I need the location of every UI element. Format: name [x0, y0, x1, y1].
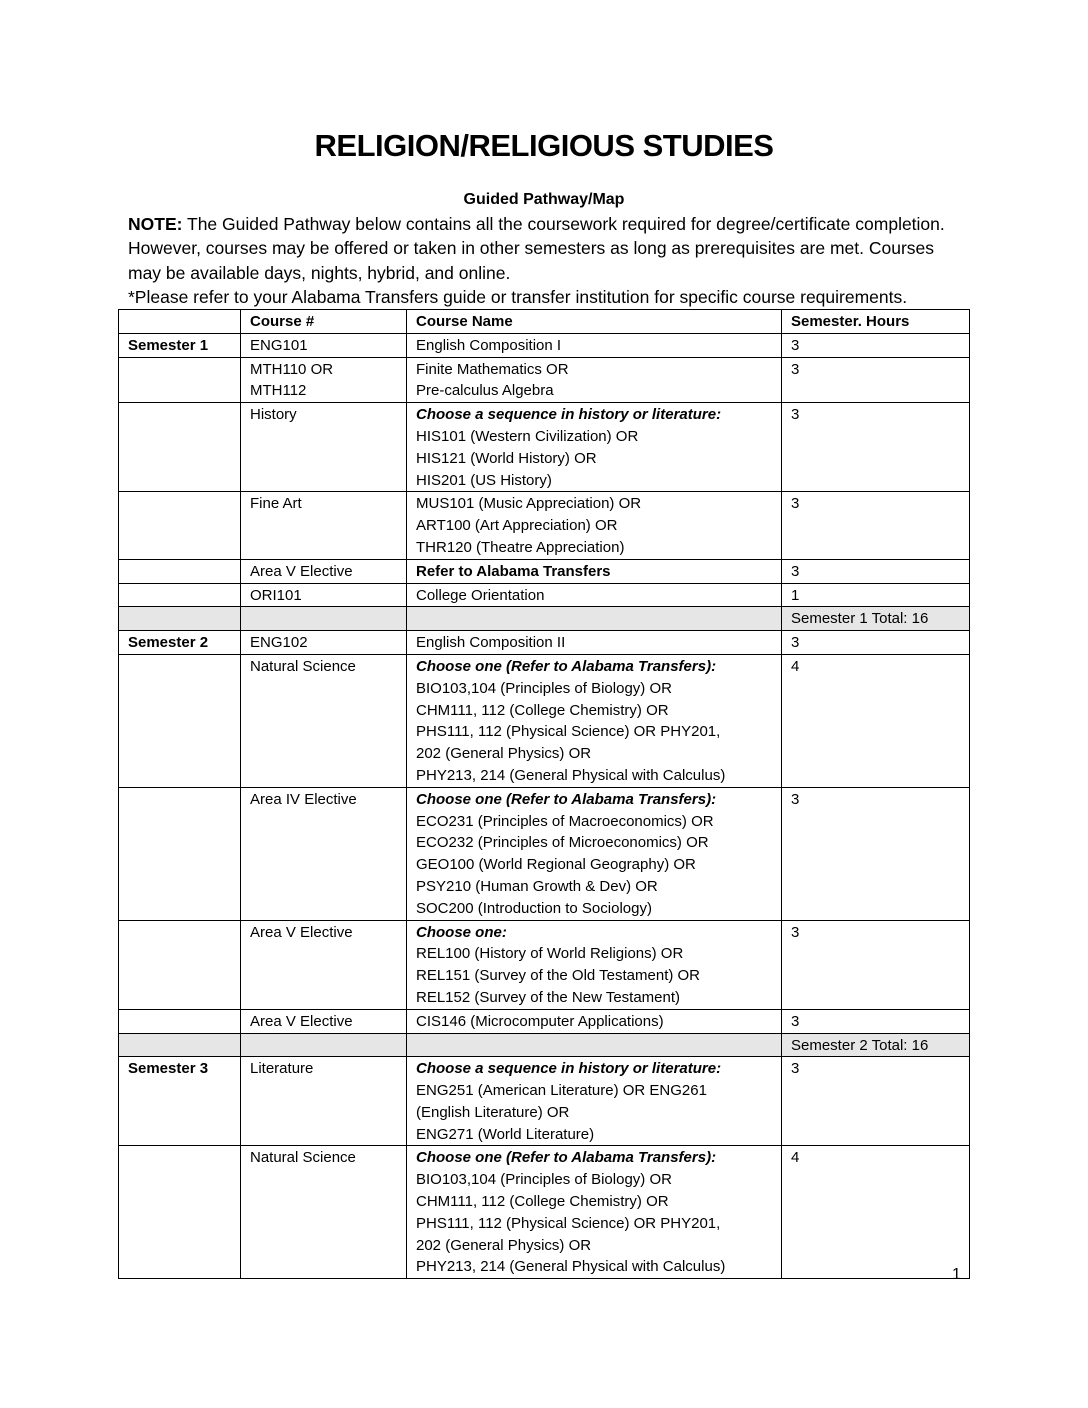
semester-cell: [119, 1009, 241, 1033]
semester-hours-cell: 3: [782, 631, 970, 655]
course-choice-instruction: Choose one (Refer to Alabama Transfers):: [416, 790, 717, 808]
course-number-cell: [241, 559, 407, 583]
course-number: Literature: [250, 1060, 314, 1078]
course-name: PHY213, 214 (General Physical with Calculus): [416, 1258, 726, 1276]
course-name: HIS121 (World History) OR: [416, 449, 597, 467]
course-name: 202 (General Physics) OR: [416, 745, 592, 763]
page-subtitle: Guided Pathway/Map: [463, 191, 625, 208]
course-number: ORI101: [250, 586, 302, 604]
course-choice-instruction: Choose one:: [416, 923, 507, 941]
course-name: PHY213, 214 (General Physical with Calculus): [416, 766, 726, 784]
semester-cell: [119, 787, 241, 920]
semester-cell: [119, 492, 241, 559]
table-row: [119, 492, 970, 559]
course-name: REL152 (Survey of the New Testament): [416, 988, 681, 1006]
course-name: BIO103,104 (Principles of Biology) OR: [416, 1171, 672, 1189]
semester-total-row: [119, 607, 970, 631]
course-number-cell: [241, 357, 407, 403]
course-name-cell: [407, 1057, 782, 1146]
course-name: CHM111, 112 (College Chemistry) OR: [416, 1193, 669, 1211]
semester-cell: Semester 2: [119, 631, 241, 655]
course-name: PHS111, 112 (Physical Science) OR PHY201,: [416, 1214, 721, 1232]
semester-hours-cell: 3: [782, 403, 970, 492]
course-name: English Composition I: [416, 336, 562, 354]
course-number: ENG102: [250, 634, 308, 652]
pathway-table: [118, 309, 970, 1279]
semester-cell: [119, 654, 241, 787]
table-header-row: [119, 310, 970, 334]
course-name: SOC200 (Introduction to Sociology): [416, 899, 652, 917]
course-name-cell: [407, 492, 782, 559]
table-row: [119, 1057, 970, 1146]
course-name: English Composition II: [416, 634, 566, 652]
semester-hours-cell: 4: [782, 1146, 970, 1279]
table-row: [119, 403, 970, 492]
course-name: THR120 (Theatre Appreciation): [416, 538, 625, 556]
total-empty-cell: [241, 1033, 407, 1057]
course-name-cell: [407, 920, 782, 1009]
course-number: Natural Science: [250, 1149, 356, 1167]
course-name: HIS201 (US History): [416, 471, 552, 489]
course-name: REL100 (History of World Religions) OR: [416, 945, 684, 963]
semester-cell: Semester 1: [119, 333, 241, 357]
course-number-cell: [241, 1146, 407, 1279]
course-name: PSY210 (Human Growth & Dev) OR: [416, 877, 658, 895]
table-row: [119, 654, 970, 787]
semester-hours-cell: 3: [782, 357, 970, 403]
course-number: Area IV Elective: [250, 790, 357, 808]
semester-hours-cell: 1: [782, 583, 970, 607]
total-empty-cell: [407, 607, 782, 631]
course-name-cell: [407, 403, 782, 492]
semester-cell: Semester 3: [119, 1057, 241, 1146]
course-name: ENG271 (World Literature): [416, 1125, 595, 1143]
course-name: MUS101 (Music Appreciation) OR: [416, 495, 642, 513]
course-name: ECO231 (Principles of Macroeconomics) OR: [416, 812, 714, 830]
course-name-bold: Refer to Alabama Transfers: [416, 562, 611, 580]
course-number: Area V Elective: [250, 1012, 353, 1030]
course-name: PHS111, 112 (Physical Science) OR PHY201,: [416, 723, 721, 741]
course-name: ECO232 (Principles of Microeconomics) OR: [416, 834, 709, 852]
course-choice-instruction: Choose one (Refer to Alabama Transfers):: [416, 657, 717, 675]
semester-hours-cell: 3: [782, 787, 970, 920]
note-block: [128, 212, 968, 310]
note-text: The Guided Pathway below contains all the coursework required for degree/certificate completion. However, courses may be offered or taken in other semesters as long as prerequisites are met. Courses may be available days, nights, hybrid, and online.: [128, 214, 945, 283]
note-label: NOTE:: [128, 214, 183, 234]
course-name: (English Literature) OR: [416, 1103, 570, 1121]
course-name: Finite Mathematics OR: [416, 360, 569, 378]
course-name: 202 (General Physics) OR: [416, 1236, 592, 1254]
table-row: [119, 787, 970, 920]
table-row: [119, 333, 970, 357]
table-row: [119, 920, 970, 1009]
table-row: [119, 559, 970, 583]
course-number-cell: [241, 920, 407, 1009]
course-choice-instruction: Choose a sequence in history or literature:: [416, 1060, 722, 1078]
semester-cell: [119, 559, 241, 583]
note-refer: *Please refer to your Alabama Transfers guide or transfer institution for specific course requirements.: [128, 287, 908, 308]
course-choice-instruction: Choose one (Refer to Alabama Transfers):: [416, 1149, 717, 1167]
semester-hours-cell: 3: [782, 1009, 970, 1033]
semester-hours-cell: 3: [782, 559, 970, 583]
course-number-cell: [241, 492, 407, 559]
course-name: HIS101 (Western Civilization) OR: [416, 427, 639, 445]
table-row: [119, 357, 970, 403]
page-title: RELIGION/RELIGIOUS STUDIES: [314, 128, 774, 163]
course-name-cell: [407, 583, 782, 607]
semester-total: Semester 1 Total: 16: [782, 607, 970, 631]
semester-total: Semester 2 Total: 16: [782, 1033, 970, 1057]
course-name: CIS146 (Microcomputer Applications): [416, 1012, 664, 1030]
course-name-cell: [407, 1146, 782, 1279]
header-semester: [119, 310, 241, 334]
course-number-cell: [241, 631, 407, 655]
semester-hours-cell: 4: [782, 654, 970, 787]
course-number-cell: [241, 1009, 407, 1033]
course-number: Fine Art: [250, 495, 302, 513]
course-number-cell: [241, 787, 407, 920]
course-name-cell: [407, 631, 782, 655]
course-number-cell: [241, 333, 407, 357]
table-body: [119, 333, 970, 1278]
course-number: MTH110 OR: [250, 360, 334, 378]
page-number: 1: [952, 1266, 961, 1283]
semester-hours-cell: 3: [782, 1057, 970, 1146]
course-number: Natural Science: [250, 657, 356, 675]
course-name-cell: [407, 787, 782, 920]
course-name-cell: [407, 357, 782, 403]
table-row: [119, 631, 970, 655]
total-empty-cell: [119, 1033, 241, 1057]
semester-hours-cell: 3: [782, 333, 970, 357]
course-name: ART100 (Art Appreciation) OR: [416, 517, 618, 535]
table-row: [119, 583, 970, 607]
total-empty-cell: [241, 607, 407, 631]
semester-total-row: [119, 1033, 970, 1057]
header-course-name: Course Name: [407, 310, 782, 334]
course-number: Area V Elective: [250, 562, 353, 580]
course-number: ENG101: [250, 336, 308, 354]
course-choice-instruction: Choose a sequence in history or literature:: [416, 406, 722, 424]
semester-hours-cell: 3: [782, 492, 970, 559]
course-name: GEO100 (World Regional Geography) OR: [416, 856, 696, 874]
semester-cell: [119, 583, 241, 607]
course-number: MTH112: [250, 382, 307, 400]
course-name-cell: [407, 1009, 782, 1033]
table-row: [119, 1009, 970, 1033]
course-name-cell: [407, 333, 782, 357]
semester-cell: [119, 357, 241, 403]
header-course-number: Course #: [241, 310, 407, 334]
total-empty-cell: [119, 607, 241, 631]
table-row: [119, 1146, 970, 1279]
course-name-cell: [407, 654, 782, 787]
course-number-cell: [241, 403, 407, 492]
semester-cell: [119, 1146, 241, 1279]
course-name-cell: [407, 559, 782, 583]
course-name: ENG251 (American Literature) OR ENG261: [416, 1082, 707, 1100]
course-number: History: [250, 406, 297, 424]
course-name: CHM111, 112 (College Chemistry) OR: [416, 701, 669, 719]
course-name: BIO103,104 (Principles of Biology) OR: [416, 679, 672, 697]
total-empty-cell: [407, 1033, 782, 1057]
note-paragraph: [128, 212, 968, 285]
course-number-cell: [241, 1057, 407, 1146]
course-name: College Orientation: [416, 586, 545, 604]
course-name: Pre-calculus Algebra: [416, 382, 554, 400]
header-semester-hours: Semester. Hours: [782, 310, 970, 334]
course-number-cell: [241, 654, 407, 787]
semester-cell: [119, 403, 241, 492]
semester-hours-cell: 3: [782, 920, 970, 1009]
semester-cell: [119, 920, 241, 1009]
course-number-cell: [241, 583, 407, 607]
course-name: REL151 (Survey of the Old Testament) OR: [416, 967, 701, 985]
course-number: Area V Elective: [250, 923, 353, 941]
